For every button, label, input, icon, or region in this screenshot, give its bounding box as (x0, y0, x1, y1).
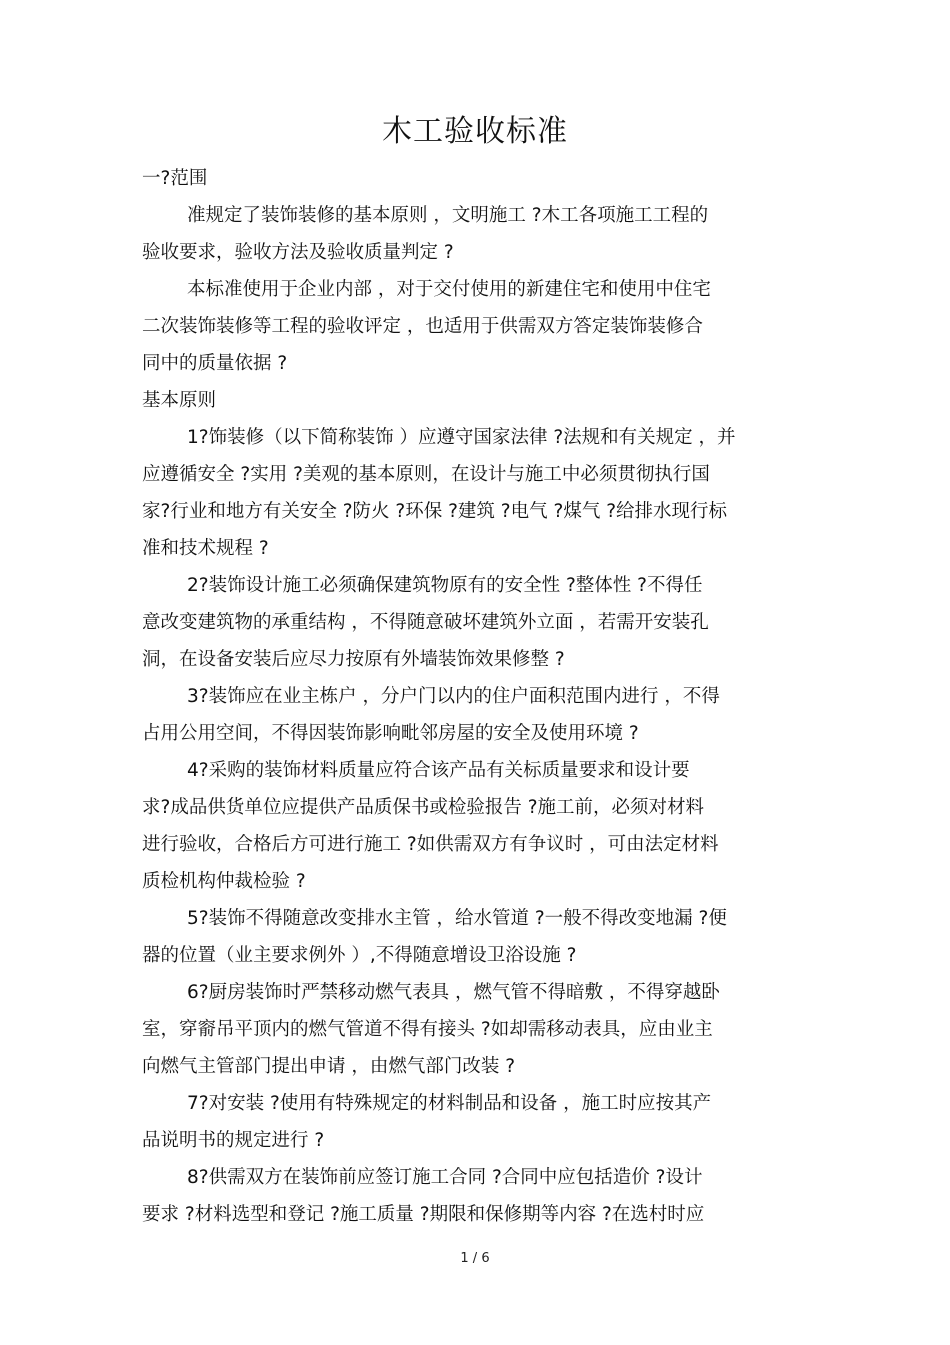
page-number: 1 / 6 (460, 1251, 490, 1266)
text-line: 同中的质量依据 ? (142, 353, 288, 374)
text-line: 进行验收，合格后方可进行施工 ?如供需双方有争议时 ，可由法定材料 (142, 834, 719, 855)
document-title: 木工验收标准 (382, 114, 568, 149)
text-line: 品说明书的规定进行 ? (142, 1130, 325, 1151)
text-line: 8?供需双方在装饰前应签订施工合同 ?合同中应包括造价 ?设计 (187, 1167, 703, 1188)
text-line: 占用公用空间，不得因装饰影响毗邻房屋的安全及使用环境 ? (142, 723, 639, 744)
text-line: 2?装饰设计施工必须确保建筑物原有的安全性 ?整体性 ?不得任 (187, 575, 703, 596)
text-line: 准和技术规程 ? (142, 538, 269, 559)
text-line: 二次装饰装修等工程的验收评定 ，也适用于供需双方答定装饰装修合 (142, 316, 703, 337)
text-line: 5?装饰不得随意改变排水主管 ，给水管道 ?一般不得改变地漏 ?便 (187, 908, 727, 929)
text-line: 验收要求，验收方法及验收质量判定 ? (142, 242, 454, 263)
text-line: 基本原则 (142, 390, 217, 411)
document-body (142, 160, 812, 1233)
text-line: 应遵循安全 ?实用 ?美观的基本原则，在设计与施工中必须贯彻执行国 (142, 464, 710, 485)
text-line: 本标准使用于企业内部 ，对于交付使用的新建住宅和使用中住宅 (187, 279, 711, 300)
text-line: 3?装饰应在业主栋户 ，分户门以内的住户面积范围内进行 ，不得 (187, 686, 720, 707)
text-line: 家?行业和地方有关安全 ?防火 ?环保 ?建筑 ?电气 ?煤气 ?给排水现行标 (142, 501, 728, 522)
text-line: 意改变建筑物的承重结构 ，不得随意破坏建筑外立面 ，若需开安装孔 (142, 612, 709, 633)
text-line: 质检机构仲裁检验 ? (142, 871, 306, 892)
text-line: 器的位置（业主要求例外 ）,不得随意增设卫浴设施 ? (142, 945, 577, 966)
text-line: 6?厨房装饰时严禁移动燃气表具 ，燃气管不得暗敷 ，不得穿越卧 (187, 982, 720, 1003)
text-line: 求?成品供货单位应提供产品质保书或检验报告 ?施工前，必须对材料 (142, 797, 705, 818)
text-line: 室，穿窬吊平顶内的燃气管道不得有接头 ?如却需移动表具，应由业主 (142, 1019, 713, 1040)
text-line: 4?采购的装饰材料质量应符合该产品有关标质量要求和设计要 (187, 760, 690, 781)
text-line: 洞，在设备安装后应尽力按原有外墙装饰效果修整 ? (142, 649, 565, 670)
text-line: 准规定了装饰装修的基本原则 ，文明施工 ?木工各项施工工程的 (187, 205, 709, 226)
text-line: 7?对安装 ?使用有特殊规定的材料制品和设备 ，施工时应按其产 (187, 1093, 712, 1114)
text-line: 一?范围 (142, 168, 208, 189)
text-line: 向燃气主管部门提出申请 ，由燃气部门改装 ? (142, 1056, 516, 1077)
text-line: 1?饰装修（以下简称装饰 ）应遵守国家法律 ?法规和有关规定 ，并 (187, 427, 736, 448)
text-line: 要求 ?材料选型和登记 ?施工质量 ?期限和保修期等内容 ?在选村时应 (142, 1204, 705, 1225)
